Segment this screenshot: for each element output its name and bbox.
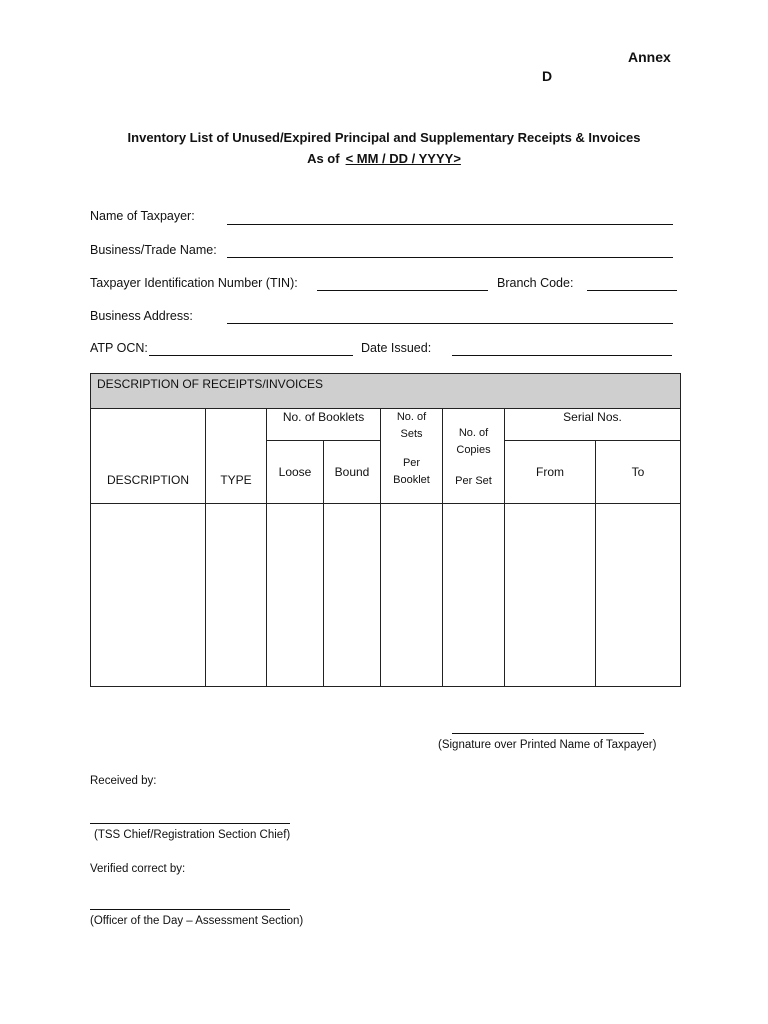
name-of-taxpayer-label: Name of Taxpayer: xyxy=(90,209,195,223)
verified-by-label: Verified correct by: xyxy=(90,863,186,875)
business-address-label: Business Address: xyxy=(90,309,193,323)
form-subtitle xyxy=(0,151,768,166)
bound-cell[interactable] xyxy=(324,504,381,687)
atp-ocn-field[interactable] xyxy=(149,355,353,356)
date-issued-field[interactable] xyxy=(452,355,672,356)
bound-header: Bound xyxy=(324,441,381,504)
to-cell[interactable] xyxy=(596,504,681,687)
business-trade-name-label: Business/Trade Name: xyxy=(90,243,217,257)
annex-letter: D xyxy=(542,68,553,84)
per-booklet-line1: Per xyxy=(402,457,421,469)
sets-per-booklet-cell[interactable] xyxy=(381,504,443,687)
no-of-copies-line1: No. of xyxy=(458,427,489,439)
officer-label: (Officer of the Day – Assessment Section) xyxy=(90,915,304,927)
table-title: DESCRIPTION OF RECEIPTS/INVOICES xyxy=(91,374,681,409)
date-placeholder: < MM / DD / YYYY> xyxy=(345,151,461,166)
description-cell[interactable] xyxy=(91,504,206,687)
from-header: From xyxy=(505,441,596,504)
loose-cell[interactable] xyxy=(267,504,324,687)
type-cell[interactable] xyxy=(206,504,267,687)
no-of-sets-per-booklet-header xyxy=(381,409,443,504)
from-cell[interactable] xyxy=(505,504,596,687)
taxpayer-signature-label: (Signature over Printed Name of Taxpayer) xyxy=(438,739,657,751)
per-set-label: Per Set xyxy=(455,475,492,487)
verified-by-signature-line[interactable] xyxy=(90,909,290,910)
no-of-sets-line1: No. of xyxy=(396,411,427,423)
no-of-copies-per-set-header xyxy=(443,409,505,504)
business-address-field[interactable] xyxy=(227,323,673,324)
type-header: TYPE xyxy=(206,409,267,504)
received-by-signature-line[interactable] xyxy=(90,823,290,824)
atp-ocn-label: ATP OCN: xyxy=(90,341,148,355)
as-of-label: As of xyxy=(307,151,340,166)
branch-code-label: Branch Code: xyxy=(497,276,574,290)
no-of-booklets-header: No. of Booklets xyxy=(267,409,381,441)
taxpayer-signature-line[interactable] xyxy=(452,733,644,734)
name-of-taxpayer-field[interactable] xyxy=(227,224,673,225)
tss-chief-label: (TSS Chief/Registration Section Chief) xyxy=(94,829,291,841)
inventory-table xyxy=(90,373,681,687)
description-header: DESCRIPTION xyxy=(91,409,206,504)
tin-label: Taxpayer Identification Number (TIN): xyxy=(90,276,298,290)
loose-header: Loose xyxy=(267,441,324,504)
form-title: Inventory List of Unused/Expired Principal and Supplementary Receipts & Invoices xyxy=(127,130,641,145)
serial-nos-header: Serial Nos. xyxy=(505,409,681,441)
received-by-label: Received by: xyxy=(90,775,157,787)
date-issued-label: Date Issued: xyxy=(361,341,432,355)
branch-code-field[interactable] xyxy=(587,290,677,291)
annex-label: Annex xyxy=(628,49,671,65)
tin-field[interactable] xyxy=(317,290,488,291)
no-of-copies-line2: Copies xyxy=(456,444,491,456)
per-booklet-line2: Booklet xyxy=(393,474,430,486)
to-header: To xyxy=(596,441,681,504)
business-trade-name-field[interactable] xyxy=(227,257,673,258)
copies-per-set-cell[interactable] xyxy=(443,504,505,687)
table-row xyxy=(91,504,681,687)
no-of-sets-line2: Sets xyxy=(400,428,423,440)
